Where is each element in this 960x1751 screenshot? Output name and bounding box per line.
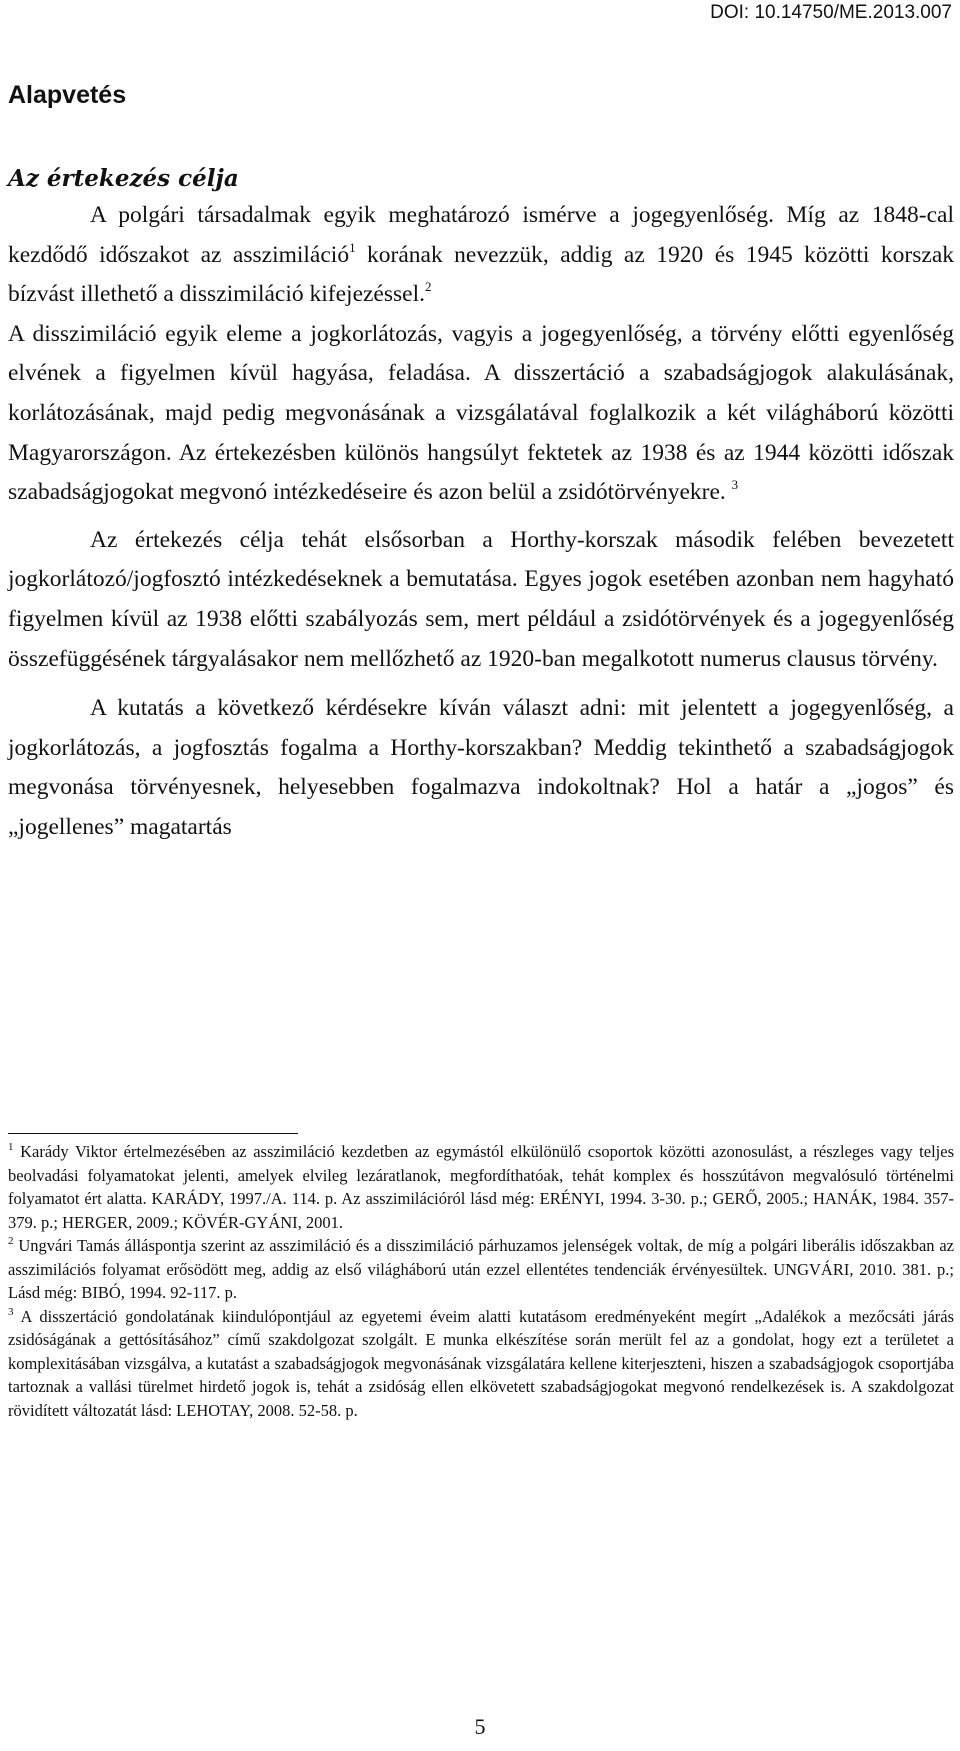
footnotes (8, 1140, 954, 1422)
subsection-title: Az értekezés célja (8, 165, 239, 192)
footnote-3-text: A disszertáció gondolatának kiindulópontjául az egyetemi éveim alatti kutatásom eredményeként megírt „Adalékok a mezőcsáti járás zsidóságának a gettósításához” című szakdolgozat szolgált. E munka elkészítése során merült fel az a gondolat, hogy ezt a területet a komplexitásában vizsgálva, a kutatást a szabadságjogok megvonásának vizsgálatára kellene kiterjeszteni, hiszen a szabadságjogok csoportjába tartoznak a vallási türelmet hirdető jogok is, tehát a zsidóság ellen elkövetett szabadságjogokat megvonó rendelkezések is. A szakdolgozat rövidített változatát lásd: LEHOTAY, 2008. 52-58. p. (8, 1306, 955, 1420)
paragraph-1-part-b: korának nevezzük, addig az 1920 és 1945 közötti korszak bízvást illethető a disszimiláció kifejezéssel. (8, 241, 954, 308)
section-title: Alapvetés (8, 81, 127, 109)
footnote-1 (8, 1140, 954, 1234)
page-number: 5 (474, 1714, 486, 1739)
footnote-2-number: 2 (8, 1235, 14, 1247)
paragraph-4: A kutatás a következő kérdésekre kíván választ adni: mit jelentett a jogegyenlőség, a jogkorlátozás, a jogfosztás fogalma a Horthy-korszakban? Meddig tekinthető a szabadságjogok megvonása törvényesnek, helyesebben fogalmazva indokoltnak? Hol a határ a „jogos” és „jogellenes” magatartás (8, 695, 954, 840)
footnote-separator (8, 1133, 298, 1134)
paragraph-2-text: A disszimiláció egyik eleme a jogkorlátozás, vagyis a jogegyenlőség, a törvény előtti egyenlőség elvének a figyelmen kívül hagyása, feladása. A disszertáció a szabadságjogok alakulásának, korlátozásának, majd pedig megvonásának a vizsgálatával foglalkozik a két világháború közötti Magyarországon. Az értekezésben különös hangsúlyt fektetek az 1938 és az 1944 közötti időszak szabadságjogokat megvonó intézkedéseire és azon belül a zsidótörvényekre. (8, 320, 954, 506)
footnote-ref-1[interactable]: 1 (349, 239, 356, 255)
paragraph-2 (8, 315, 954, 513)
main-text (8, 196, 954, 848)
footnote-2 (8, 1234, 954, 1305)
paragraph-3: Az értekezés célja tehát elsősorban a Horthy-korszak második felében bevezetett jogkorlátozó/jogfosztó intézkedéseknek a bemutatása. Egyes jogok esetében azonban nem hagyható figyelmen kívül az 1938 előtti szabályozás sem, mert például a zsidótörvények és a jogegyenlőség összefüggésének tárgyalásakor nem mellőzhető az 1920-ban megalkotott numerus clausus törvény. (8, 526, 954, 672)
footnote-2-text: Ungvári Tamás álláspontja szerint az asszimiláció és a disszimiláció párhuzamos jelenségek voltak, de míg a polgári liberális időszakban az asszimilációs folyamat erősödött meg, addig az első világháború után ezzel ellentétes tendenciák érvényesültek. UNGVÁRI, 2010. 381. p.; Lásd még: BIBÓ, 1994. 92-117. p. (8, 1236, 955, 1302)
footnote-ref-2[interactable]: 2 (425, 279, 432, 295)
footnote-1-text: Karády Viktor értelmezésében az asszimiláció kezdetben az egymástól elkülönülő csoportok közötti azonosulást, a részleges vagy teljes beolvadási folyamatokat jelenti, amelyek elvileg lezáratlanok, megfordíthatóak, tehát komplex és hosszútávon megvalósuló történelmi folyamatot ért alatta. KARÁDY, 1997./A. 114. p. Az asszimilációról lásd még: ERÉNYI, 1994. 3-30. p.; GERŐ, 2005.; HANÁK, 1984. 357-379. p.; HERGER, 2009.; KÖVÉR-GYÁNI, 2001. (8, 1142, 954, 1232)
footnote-1-number: 1 (8, 1141, 14, 1153)
footnote-ref-3[interactable]: 3 (731, 477, 739, 493)
paragraph-1 (8, 196, 954, 315)
doi-header: DOI: 10.14750/ME.2013.007 (710, 2, 952, 23)
footnote-3-number: 3 (8, 1305, 14, 1318)
paragraph-1-part-a: A polgári társadalmak egyik meghatározó ismérve a jogegyenlőség. Míg az 1848-cal kezdődő időszakot az asszimiláció (8, 202, 954, 268)
footnote-3 (8, 1305, 954, 1423)
